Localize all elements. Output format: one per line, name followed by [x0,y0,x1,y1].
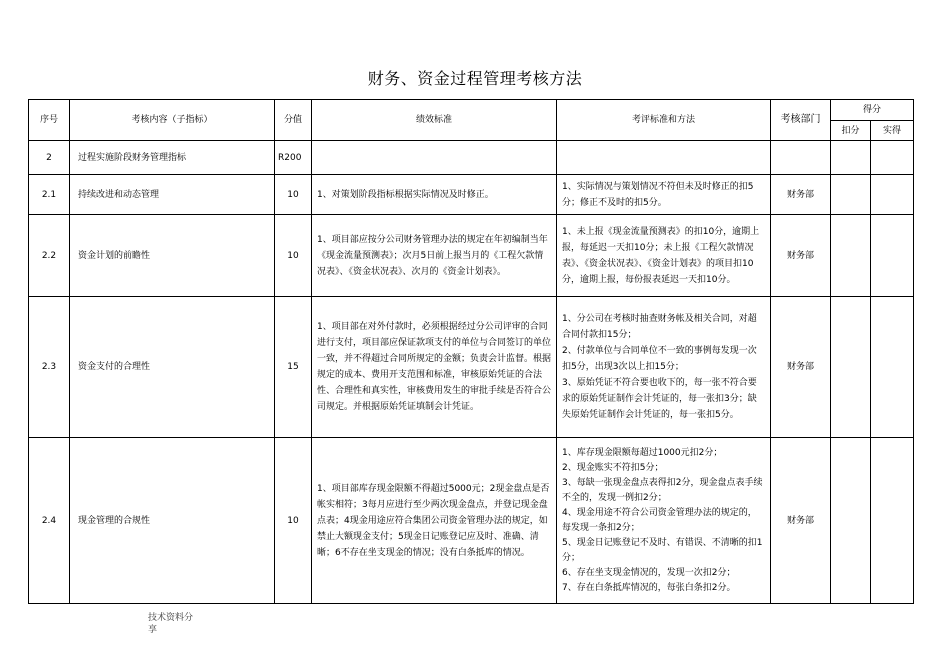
row-standard: 1、对策划阶段指标根据实际情况及时修正。 [312,175,557,215]
row-standard: 1、项目部应按分公司财务管理办法的规定在年初编制当年《现金流量预测表》；次月5日前上报当月的《工程欠款情况表》、《资金状况表》、次月的《资金计划表》。 [312,215,557,297]
section-actual-cell [871,141,914,175]
document-title: 财务、资金过程管理考核方法 [367,69,583,88]
row-dept: 财务部 [771,175,831,215]
header-row [29,100,914,121]
section-index: 2 [29,141,70,175]
row-standard: 1、项目部库存现金限额不得超过5000元；2现金盘点是否帐实相符；3每月应进行至少两次现金盘点，并登记现金盘点表；4现金用途应符合集团公司资金管理办法的规定，如禁止大额现金支付；5现金日记账登记应及时、准确、清晰；6不存在坐支现金的情况；没有白条抵库的情况。 [312,438,557,604]
row-score: 10 [275,438,312,604]
row-actual [871,297,914,438]
header-method: 考评标准和方法 [557,100,771,141]
header-index: 序号 [29,100,70,141]
table-row [29,175,914,215]
row-dept: 财务部 [771,215,831,297]
header-dept: 考核部门 [771,100,831,141]
row-dept: 财务部 [771,297,831,438]
row-index: 2.1 [29,175,70,215]
row-deduct [831,438,871,604]
row-standard: 1、项目部在对外付款时，必须根据经过分公司评审的合同进行支付，项目部应保证款项支付的单位与合同签订的单位一致，并不得超过合同所规定的金额；负责会计监督。根据规定的成本、费用开支范围和标准，审核原始凭证的合法性、合理性和真实性，审核费用发生的审批手续是否符合公司规定。并根据原始凭证填制会计凭证。 [312,297,557,438]
header-got: 得分 [831,100,914,121]
row-index: 2.4 [29,438,70,604]
header-deduct: 扣分 [831,121,871,141]
table-row [29,297,914,438]
row-content: 资金支付的合理性 [70,297,275,438]
row-dept: 财务部 [771,438,831,604]
row-actual [871,215,914,297]
row-index: 2.3 [29,297,70,438]
table-row [29,215,914,297]
section-row [29,141,914,175]
row-content: 资金计划的前瞻性 [70,215,275,297]
assessment-table [28,99,914,604]
row-index: 2.2 [29,215,70,297]
footer-note: 技术资料分享 [148,613,194,635]
row-method: 1、实际情况与策划情况不符但未及时修正的扣5分；修正不及时的扣5分。 [557,175,771,215]
row-deduct [831,297,871,438]
row-content: 现金管理的合规性 [70,438,275,604]
header-actual: 实得 [871,121,914,141]
table-row [29,438,914,604]
row-actual [871,438,914,604]
section-score: R200 [275,141,312,175]
section-method-cell [557,141,771,175]
section-standard-cell [312,141,557,175]
row-actual [871,175,914,215]
row-score: 10 [275,175,312,215]
row-deduct [831,175,871,215]
row-score: 10 [275,215,312,297]
section-label: 过程实施阶段财务管理指标 [70,141,275,175]
row-method: 1、未上报《现金流量预测表》的扣10分，逾期上报，每延迟一天扣10分；未上报《工程欠款情况表》、《资金状况表》、《资金计划表》的项目扣10分，逾期上报，每份报表延迟一天扣10分。 [557,215,771,297]
row-score: 15 [275,297,312,438]
header-standard: 绩效标准 [312,100,557,141]
row-content: 持续改进和动态管理 [70,175,275,215]
row-method: 1、库存现金限额每超过1000元扣2分； 2、现金账实不符扣5分； 3、每缺一张现金盘点表得扣2分，现金盘点表手续不全的，发现一例扣2分； 4、现金用途不符合公司资金管理办法的规定的，每发现一条扣2分； 5、现金日记账登记不及时、有错误、不清晰的扣1分； 6、存在坐支现金情况的，发现一次扣2分； 7、存在白条抵库情况的，每张白条扣2分。 [557,438,771,604]
header-content: 考核内容（子指标） [70,100,275,141]
row-method: 1、分公司在考核时抽查财务帐及相关合同，对超合同付款扣15分； 2、付款单位与合同单位不一致的事例每发现一次扣5分，出现3次以上扣15分； 3、原始凭证不符合要也收下的，每一张不符合要求的原始凭证制作会计凭证的，每一张扣3分；缺失原始凭证制作会计凭证的，每一张扣5分。 [557,297,771,438]
section-deduct-cell [831,141,871,175]
section-dept-cell [771,141,831,175]
header-score: 分值 [275,100,312,141]
row-deduct [831,215,871,297]
